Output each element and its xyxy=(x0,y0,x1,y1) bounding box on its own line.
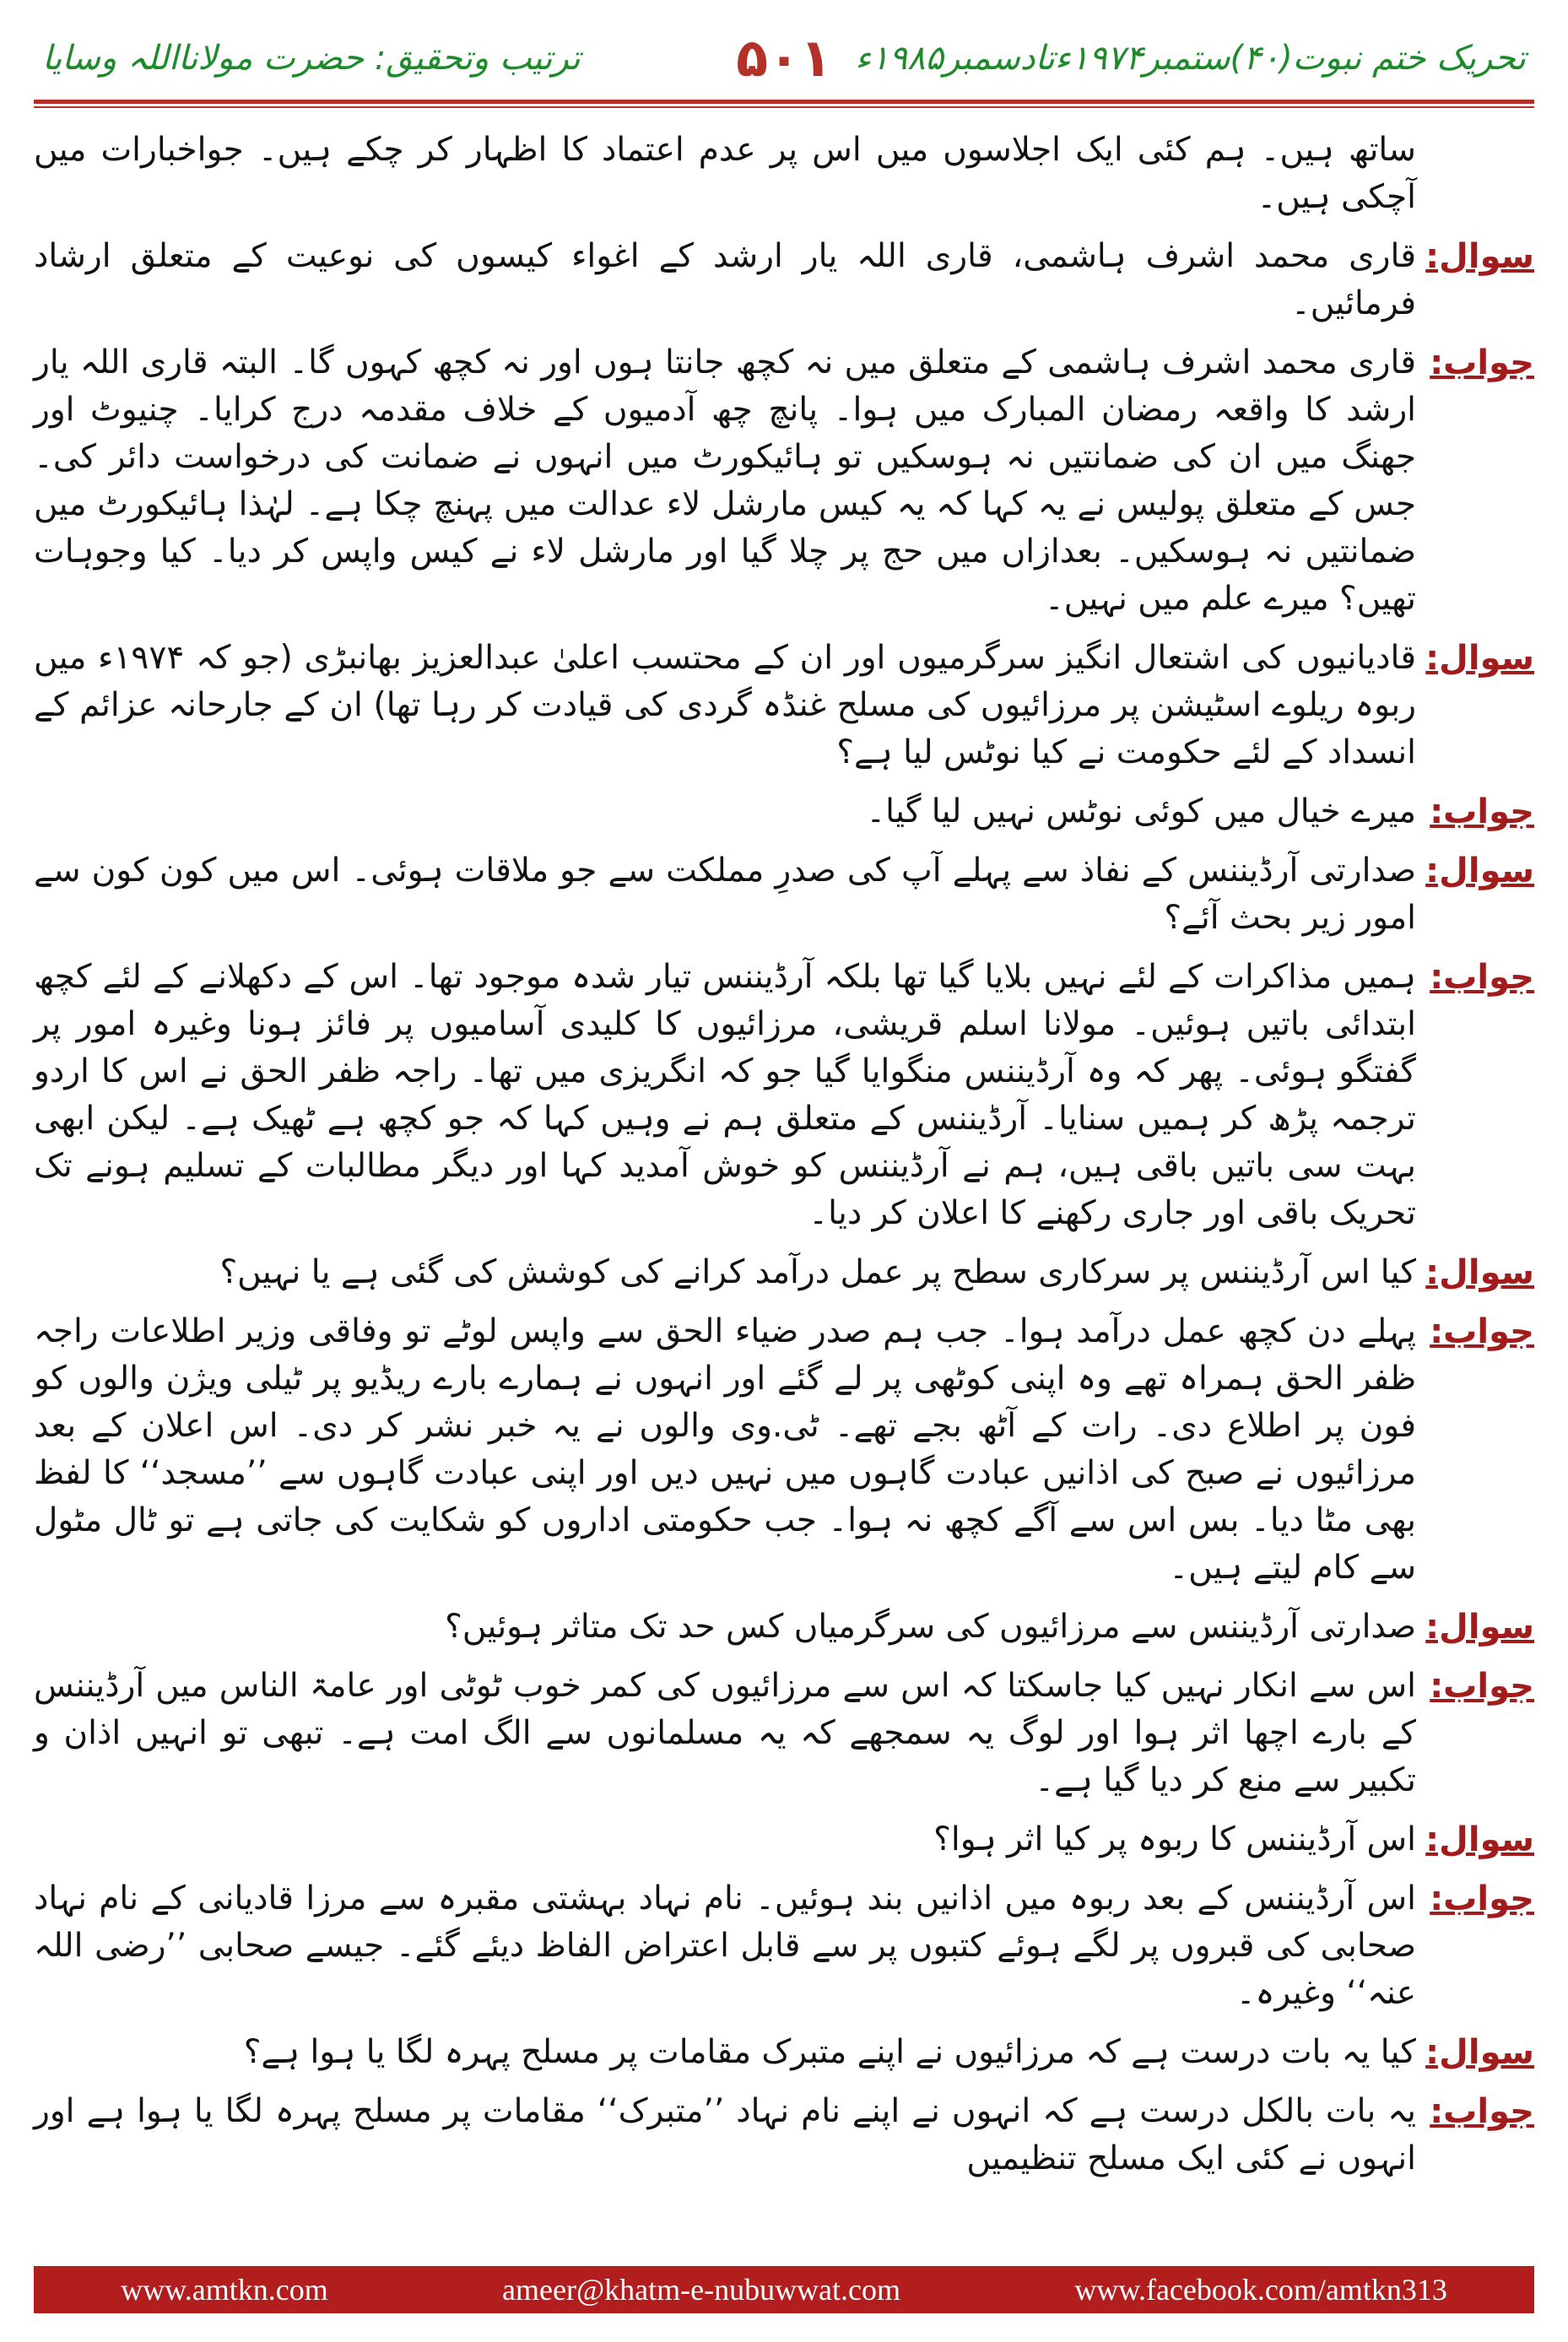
qa-entry xyxy=(34,847,1534,942)
qa-entry xyxy=(34,1308,1534,1592)
page-header xyxy=(34,24,1534,100)
qa-entry xyxy=(34,1816,1534,1863)
entry-label: جواب: xyxy=(1430,343,1534,382)
entry-text: کیا اس آرڈیننس پر سرکاری سطح پر عمل درآمد کرانے کی کوشش کی گئی ہے یا نہیں؟ xyxy=(219,1253,1416,1291)
entry-label: سوال: xyxy=(1425,237,1534,276)
entry-text: اس آرڈیننس کا ربوہ پر کیا اثر ہوا؟ xyxy=(933,1820,1416,1858)
qa-body xyxy=(34,127,1534,2194)
entry-text: ہمیں مذاکرات کے لئے نہیں بلایا گیا تھا بلکہ آرڈیننس تیار شدہ موجود تھا۔ اس کے دکھلانے کے لئے کچھ ابتدائی باتیں ہوئیں۔ مولانا اسلم قریشی، مرزائیوں کا کلیدی آسامیوں پر فائز ہونا وغیرہ امور پر گفتگو ہوئی۔ پھر کہ وہ آرڈیننس منگوایا گیا جو کہ انگریزی میں تھا۔ راجہ ظفر الحق نے اس کا اردو ترجمہ پڑھ کر ہمیں سنایا۔ آرڈیننس کے متعلق ہم نے وہیں کہا کہ جو کچھ ہے ٹھیک ہے۔ لیکن ابھی بہت سی باتیں باقی ہیں، ہم نے آرڈیننس کو خوش آمدید کہا اور دیگر مطالبات کے تسلیم ہونے تک تحریک باقی اور جاری رکھنے کا اعلان کر دیا۔ xyxy=(34,958,1416,1232)
qa-entry xyxy=(34,339,1534,623)
entry-label: جواب: xyxy=(1430,1880,1534,1918)
footer-facebook[interactable]: www.facebook.com/amtkn313 xyxy=(1074,2273,1447,2307)
entry-text: یہ بات بالکل درست ہے کہ انہوں نے اپنے نام نہاد ’’متبرک‘‘ مقامات پر مسلح پہرہ لگا یا ہوا ہے اور انہوں نے کئی ایک مسلح تنظیمیں xyxy=(34,2092,1416,2177)
entry-text: میرے خیال میں کوئی نوٹس نہیں لیا گیا۔ xyxy=(866,792,1416,830)
entry-label: جواب: xyxy=(1430,1312,1534,1351)
entry-text: پہلے دن کچھ عمل درآمد ہوا۔ جب ہم صدر ضیاء الحق سے واپس لوٹے تو وفاقی وزیر اطلاعات راجہ ظفر الحق ہمراہ تھے وہ اپنی کوٹھی پر لے گئے اور انہوں نے ہمارے بارے ریڈیو پر ٹیلی ویژن والوں کو فون پر اطلاع دی۔ رات کے آٹھ بجے تھے۔ ٹی.وی والوں نے یہ خبر نشر کر دی۔ اس اعلان کے بعد مرزائیوں نے صبح کی اذانیں عبادت گاہوں میں نہیں دیں اور اپنی عبادت گاہوں سے ’’مسجد‘‘ کا لفظ بھی مٹا دیا۔ بس اس سے آگے کچھ نہ ہوا۔ جب حکومتی اداروں کو شکایت کی جاتی ہے تو ٹال مٹول سے کام لیتے ہیں۔ xyxy=(34,1312,1416,1587)
entry-label: سوال: xyxy=(1425,2033,1534,2072)
qa-entry xyxy=(34,1663,1534,1804)
entry-label: سوال: xyxy=(1425,1608,1534,1647)
entry-label: جواب: xyxy=(1430,2092,1534,2131)
qa-entry xyxy=(34,2088,1534,2182)
qa-entry xyxy=(34,2029,1534,2076)
entry-label: سوال: xyxy=(1425,1820,1534,1859)
entry-label: جواب: xyxy=(1430,958,1534,997)
entry-label: سوال: xyxy=(1425,1253,1534,1292)
qa-entry xyxy=(34,635,1534,776)
entry-text: کیا یہ بات درست ہے کہ مرزائیوں نے اپنے متبرک مقامات پر مسلح پہرہ لگا یا ہوا ہے؟ xyxy=(243,2033,1416,2071)
entry-text: ساتھ ہیں۔ ہم کئی ایک اجلاسوں میں اس پر عدم اعتماد کا اظہار کر چکے ہیں۔ جواخبارات میں آچکی ہیں۔ xyxy=(34,131,1416,216)
page-number: ۵۰۱ xyxy=(736,27,832,89)
entry-label: جواب: xyxy=(1430,1667,1534,1706)
entry-text: قاری محمد اشرف ہاشمی، قاری اللہ یار ارشد کے اغواء کیسوں کی نوعیت کے متعلق ارشاد فرمائیں۔ xyxy=(34,237,1416,322)
entry-text: صدارتی آرڈیننس کے نفاذ سے پہلے آپ کی صدرِ مملکت سے جو ملاقات ہوئی۔ اس میں کون کون سے امور زیر بحث آئے؟ xyxy=(34,852,1416,937)
qa-entry xyxy=(34,127,1534,221)
qa-entry xyxy=(34,1604,1534,1651)
entry-label: جواب: xyxy=(1430,792,1534,831)
header-rule-thin xyxy=(34,106,1534,108)
entry-text: قاری محمد اشرف ہاشمی کے متعلق میں نہ کچھ جانتا ہوں اور نہ کچھ کہوں گا۔ البتہ قاری اللہ یار ارشد کا واقعہ رمضان المبارک میں ہوا۔ پانچ چھ آدمیوں کے خلاف مقدمہ درج کرایا۔ چنیوٹ اور جھنگ میں ان کی ضمانتیں نہ ہوسکیں تو ہائیکورٹ میں انہوں نے ضمانت کی درخواست دائر کی۔ جس کے متعلق پولیس نے یہ کہا کہ یہ کیس مارشل لاء عدالت میں پہنچ چکا ہے۔ لہٰذا ہائیکورٹ میں ضمانتیں نہ ہوسکیں۔ بعدازاں میں حج پر چلا گیا اور مارشل لاء نے کیس واپس کر دیا۔ کیا وجوہات تھیں؟ میرے علم میں نہیں۔ xyxy=(34,343,1416,618)
qa-entry xyxy=(34,1875,1534,2017)
entry-text: قادیانیوں کی اشتعال انگیز سرگرمیوں اور ان کے محتسب اعلیٰ عبدالعزیز بھانبڑی (جو کہ ۱۹۷۴ء میں ربوہ ریلوے اسٹیشن پر مرزائیوں کی مسلح غنڈہ گردی کی قیادت کر رہا تھا) ان کے جارحانہ عزائم کے انسداد کے لئے حکومت نے کیا نوٹس لیا ہے؟ xyxy=(34,639,1416,771)
book-title: تحریک ختم نبوت(۴۰)ستمبر۱۹۷۴ءتادسمبر۱۹۸۵ء xyxy=(855,39,1526,78)
entry-text: صدارتی آرڈیننس سے مرزائیوں کی سرگرمیاں کس حد تک متاثر ہوئیں؟ xyxy=(445,1608,1416,1646)
entry-label: سوال: xyxy=(1425,852,1534,890)
qa-entry xyxy=(34,788,1534,836)
page-footer xyxy=(34,2266,1534,2313)
compiler-credit: ترتیب وتحقیق: حضرت مولانااللہ وسایا xyxy=(42,39,581,78)
entry-text: اس آرڈیننس کے بعد ربوہ میں اذانیں بند ہوئیں۔ نام نہاد بہشتی مقبرہ سے مرزا قادیانی کے نام نہاد صحابی کی قبروں پر لگے ہوئے کتبوں پر سے قابل اعتراض الفاظ دیئے گئے۔ جیسے صحابی ’’رضی اللہ عنہ‘‘ وغیرہ۔ xyxy=(34,1880,1416,2012)
qa-entry xyxy=(34,1249,1534,1296)
qa-entry xyxy=(34,233,1534,327)
footer-email[interactable]: ameer@khatm-e-nubuwwat.com xyxy=(502,2273,901,2307)
footer-website[interactable]: www.amtkn.com xyxy=(121,2273,328,2307)
header-rule xyxy=(34,100,1534,104)
entry-label: سوال: xyxy=(1425,639,1534,678)
entry-text: اس سے انکار نہیں کیا جاسکتا کہ اس سے مرزائیوں کی کمر خوب ٹوٹی اور عامۃ الناس میں آرڈیننس کے بارے اچھا اثر ہوا اور لوگ یہ سمجھے کہ یہ مسلمانوں سے الگ امت ہے۔ تبھی تو انہیں اذان و تکبیر سے منع کر دیا گیا ہے۔ xyxy=(34,1667,1416,1799)
qa-entry xyxy=(34,954,1534,1237)
